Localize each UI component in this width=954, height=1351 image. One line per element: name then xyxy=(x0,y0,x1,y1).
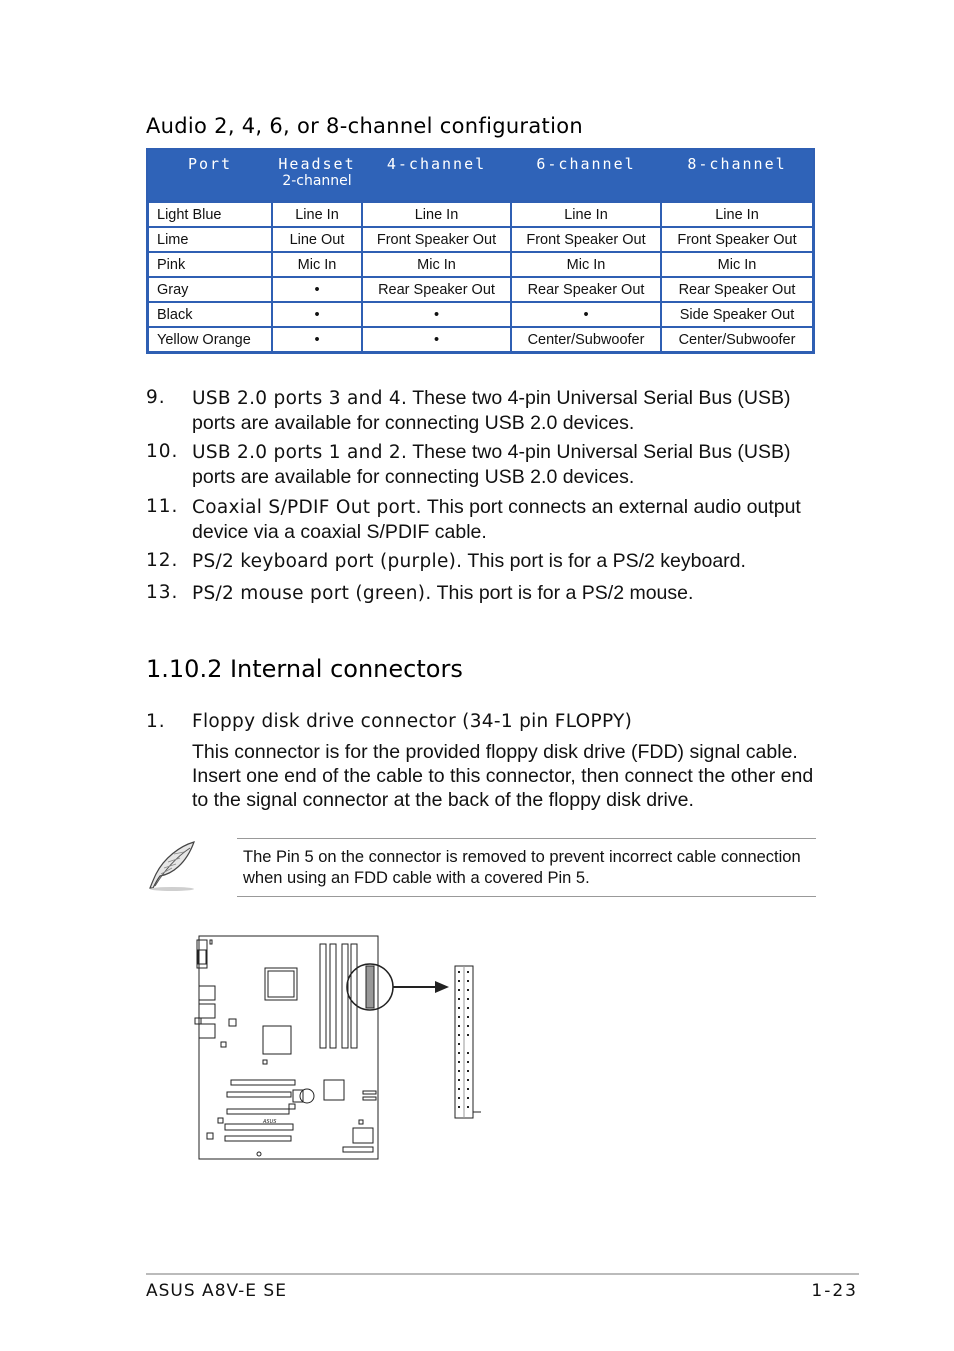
table-cell: Line In xyxy=(272,200,362,227)
table-cell: Front Speaker Out xyxy=(511,227,661,252)
footer-rule xyxy=(146,1273,859,1275)
header-headset: Headset 2-channel xyxy=(272,150,362,200)
list-item xyxy=(146,495,826,544)
table-cell: Yellow Orange xyxy=(148,327,272,352)
table-cell: Line In xyxy=(362,200,511,227)
item-text: This connector is for the provided floppy disk drive (FDD) signal cable. Insert one end of the cable to this connector, then connect the other end to the signal connector at the back of the floppy disk drive. xyxy=(192,741,814,811)
table-cell: • xyxy=(362,327,511,352)
table-cell: Mic In xyxy=(511,252,661,277)
table-cell: Line Out xyxy=(272,227,362,252)
item-text: These two 4-pin Universal Serial Bus (USB) ports are available for connecting USB 2.0 devices. xyxy=(192,441,791,488)
item-heading: PS/2 keyboard port (purple). xyxy=(192,551,463,572)
list-item xyxy=(146,549,826,574)
table-row xyxy=(148,252,813,277)
item-number: 12. xyxy=(146,550,179,571)
table-cell: Rear Speaker Out xyxy=(511,277,661,302)
footer-page-number: 1-23 xyxy=(811,1281,858,1301)
note-rule-top xyxy=(237,838,816,839)
list-item xyxy=(146,386,826,435)
table-cell: • xyxy=(511,302,661,327)
table-cell: Line In xyxy=(661,200,813,227)
table-cell: Lime xyxy=(148,227,272,252)
motherboard-diagram xyxy=(185,930,485,1165)
table-row xyxy=(148,327,813,352)
note-rule-bottom xyxy=(237,896,816,897)
table-cell: Rear Speaker Out xyxy=(661,277,813,302)
item-number: 10. xyxy=(146,441,179,462)
table-cell: Center/Subwoofer xyxy=(661,327,813,352)
header-port: Port xyxy=(148,150,272,200)
item-heading: Floppy disk drive connector (34-1 pin FLOPPY) xyxy=(192,711,633,732)
item-heading: USB 2.0 ports 1 and 2. xyxy=(192,442,408,463)
item-text: These two 4-pin Universal Serial Bus (USB) ports are available for connecting USB 2.0 devices. xyxy=(192,387,791,434)
table-cell: • xyxy=(272,302,362,327)
table-row xyxy=(148,227,813,252)
item-heading: Coaxial S/PDIF Out port. xyxy=(192,497,422,518)
connector-item xyxy=(146,710,826,812)
item-number: 9. xyxy=(146,387,166,408)
table-cell: Mic In xyxy=(661,252,813,277)
table-cell: Center/Subwoofer xyxy=(511,327,661,352)
table-cell: Gray xyxy=(148,277,272,302)
footer-product-name: ASUS A8V-E SE xyxy=(146,1281,287,1301)
table-cell: Side Speaker Out xyxy=(661,302,813,327)
list-item xyxy=(146,581,826,606)
table-header-row xyxy=(148,150,813,200)
header-8-channel: 8-channel xyxy=(661,150,813,200)
header-4-channel: 4-channel xyxy=(362,150,511,200)
table-row xyxy=(148,302,813,327)
item-heading: PS/2 mouse port (green). xyxy=(192,583,432,604)
table-cell: Line In xyxy=(511,200,661,227)
table-cell: Front Speaker Out xyxy=(661,227,813,252)
item-text: This port connects an external audio output device via a coaxial S/PDIF cable. xyxy=(192,496,801,543)
table-cell: Mic In xyxy=(362,252,511,277)
table-cell: Front Speaker Out xyxy=(362,227,511,252)
item-number: 11. xyxy=(146,496,179,517)
table-row xyxy=(148,277,813,302)
feather-quill-icon xyxy=(146,840,200,892)
table-cell: Black xyxy=(148,302,272,327)
table-cell: Pink xyxy=(148,252,272,277)
table-cell: • xyxy=(362,302,511,327)
table-cell: Rear Speaker Out xyxy=(362,277,511,302)
header-6-channel: 6-channel xyxy=(511,150,661,200)
item-text: This port is for a PS/2 keyboard. xyxy=(462,550,746,572)
list-item xyxy=(146,440,826,489)
item-number: 13. xyxy=(146,582,179,603)
item-number: 1. xyxy=(146,711,166,732)
subsection-title: 1.10.2 Internal connectors xyxy=(146,655,463,683)
item-heading: USB 2.0 ports 3 and 4. xyxy=(192,388,408,409)
table-cell: Light Blue xyxy=(148,200,272,227)
section-title: Audio 2, 4, 6, or 8-channel configuration xyxy=(146,114,583,138)
board-logo: ASUS xyxy=(263,1119,277,1125)
table-cell: • xyxy=(272,277,362,302)
note-text: The Pin 5 on the connector is removed to prevent incorrect cable connection when using an FDD cable with a covered Pin 5. xyxy=(243,848,801,887)
audio-config-table xyxy=(146,148,815,354)
table-row xyxy=(148,200,813,227)
item-text: This port is for a PS/2 mouse. xyxy=(431,582,694,604)
table-cell: • xyxy=(272,327,362,352)
table-cell: Mic In xyxy=(272,252,362,277)
